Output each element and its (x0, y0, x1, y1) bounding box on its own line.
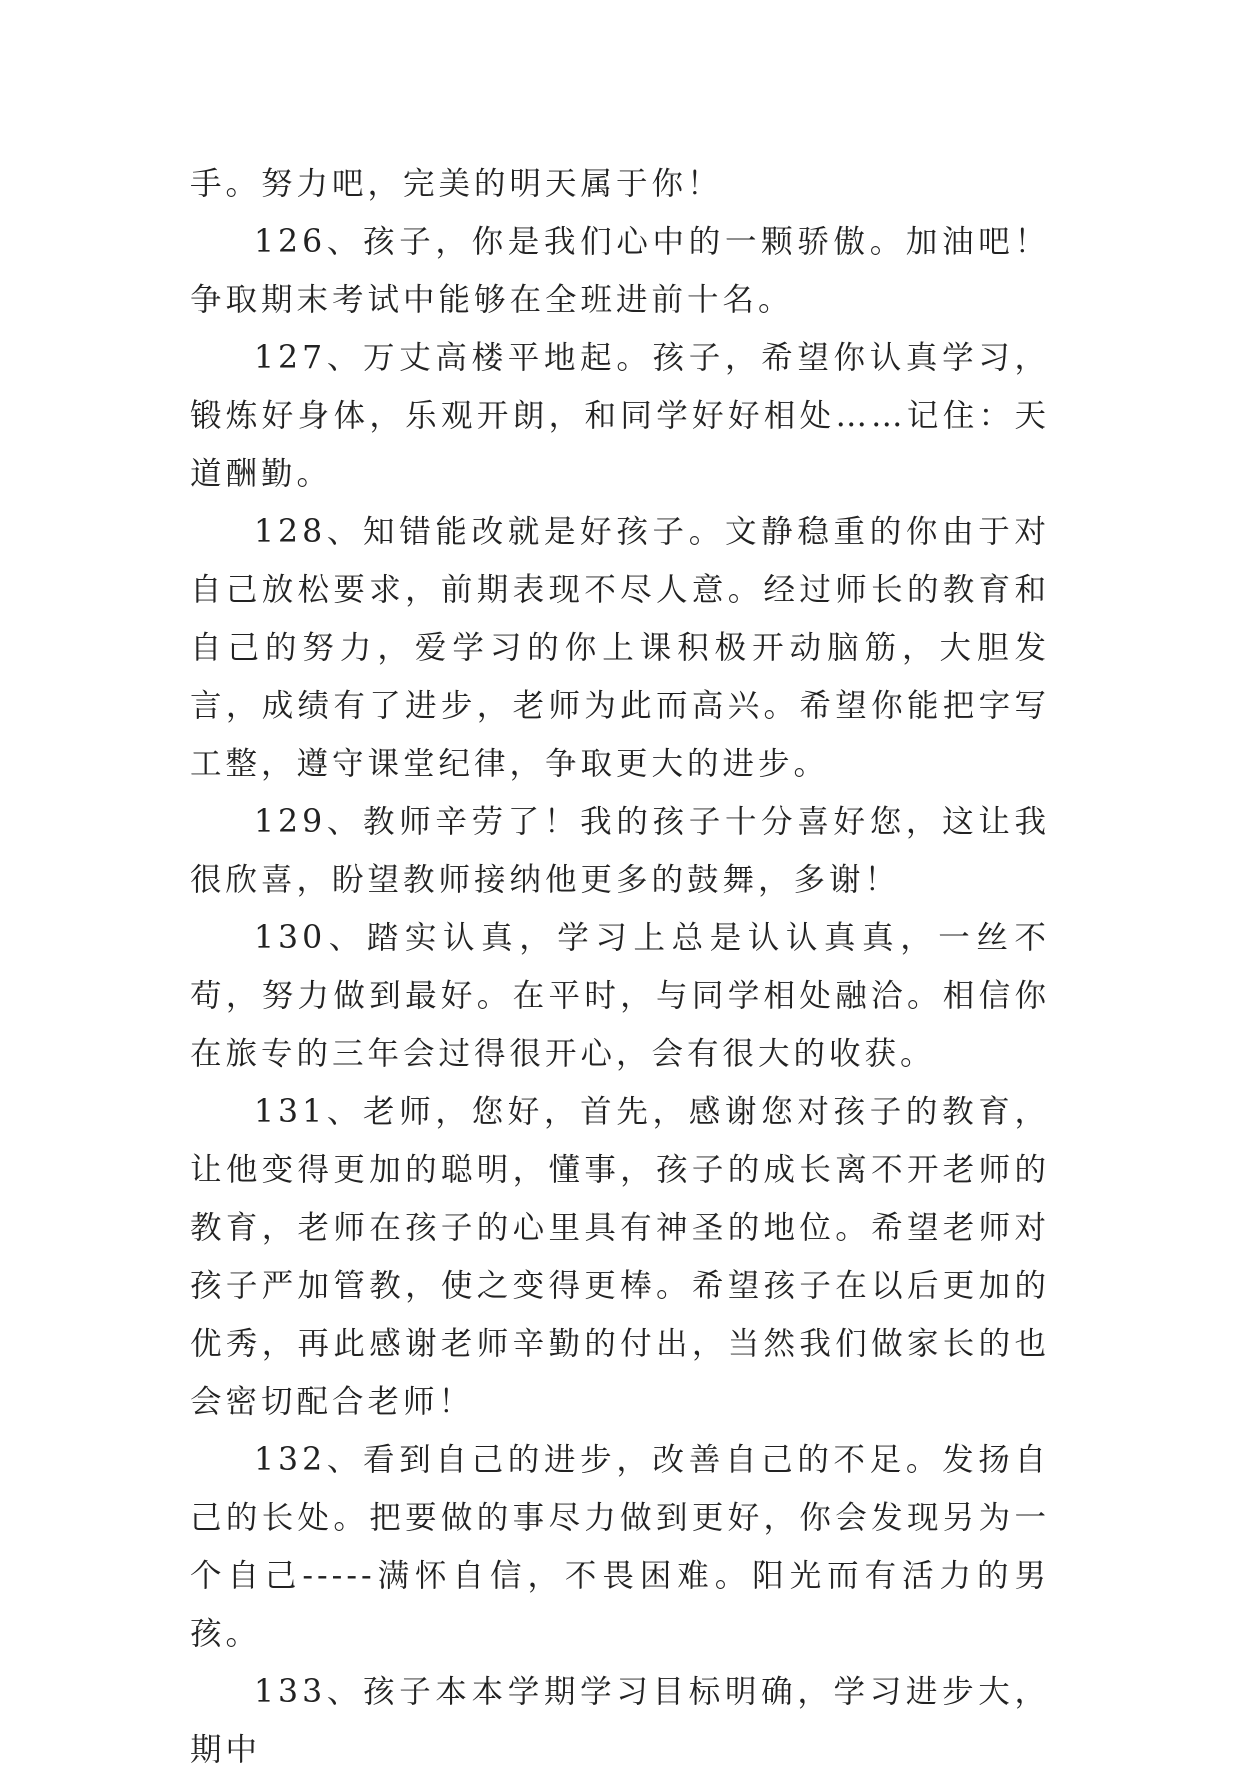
paragraph-133: 133、孩子本本学期学习目标明确，学习进步大，期中 (190, 1674, 1050, 1768)
paragraph-131: 131、老师，您好，首先，感谢您对孩子的教育，让他变得更加的聪明，懂事，孩子的成长离不开老师的教育，老师在孩子的心里具有神圣的地位。希望老师对孩子严加管教，使之变得更棒。希望孩子在以后更加的优秀，再此感谢老师辛勤的付出，当然我们做家长的也会密切配合老师！ (190, 1094, 1050, 1420)
document-body (190, 155, 1050, 1779)
paragraph-126: 126、孩子，你是我们心中的一颗骄傲。加油吧！争取期末考试中能够在全班进前十名。 (190, 224, 1050, 318)
paragraph-129: 129、教师辛劳了！我的孩子十分喜好您，这让我很欣喜，盼望教师接纳他更多的鼓舞，多谢！ (190, 804, 1050, 898)
paragraph-continuation: 手。努力吧，完美的明天属于你！ (190, 166, 723, 202)
paragraph-130: 130、踏实认真，学习上总是认认真真，一丝不苟，努力做到最好。在平时，与同学相处融洽。相信你在旅专的三年会过得很开心，会有很大的收获。 (190, 920, 1050, 1072)
paragraph-127: 127、万丈高楼平地起。孩子，希望你认真学习，锻炼好身体，乐观开朗，和同学好好相处……记住：天道酬勤。 (190, 340, 1050, 492)
paragraph-132: 132、看到自己的进步，改善自己的不足。发扬自己的长处。把要做的事尽力做到更好，你会发现另为一个自己-----满怀自信，不畏困难。阳光而有活力的男孩。 (190, 1442, 1050, 1652)
paragraph-128: 128、知错能改就是好孩子。文静稳重的你由于对自己放松要求，前期表现不尽人意。经过师长的教育和自己的努力，爱学习的你上课积极开动脑筋，大胆发言，成绩有了进步，老师为此而高兴。希望你能把字写工整，遵守课堂纪律，争取更大的进步。 (190, 514, 1050, 782)
